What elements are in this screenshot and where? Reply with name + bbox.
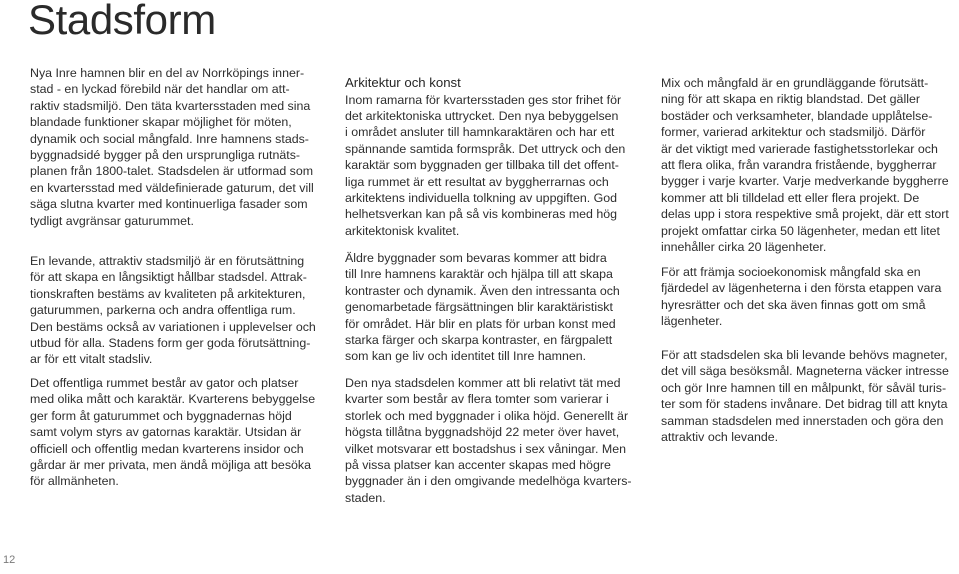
mix-diversity-paragraph: Mix och mångfald är en grundläggande förutsätt- ning för att skapa en riktig blandstad. Det gäller bostäder och verksamheter, blandade upplåtelse- former, varierad arkitektur och stadsmiljö. Därför är det viktigt med varierade fastighetsstorlekar och att flera olika, från varandra fristående, byggherrar bygger i varje kvarter. Varje medverkande byggherre kommer att bli tilldelad ett eller flera projekt. De delas upp i stora respektive små projekt, där ett stort projekt omfattar cirka 50 lägenheter, medan ett litet innehåller cirka 20 lägenheter. bbox=[661, 76, 949, 255]
section-heading-architecture-art: Arkitektur och konst bbox=[345, 75, 461, 90]
intro-paragraph: Nya Inre hamnen blir en del av Norrköpings inner- stad - en lyckad förebild när det handlar om att- raktiv stadsmiljö. Den täta kvartersstaden med sina blandade funktioner skapar möjlighet för möten, dynamik och social mångfald. Inre hamnens stads- byggnadsidé bygger på den ursprungliga rutnäts- planen från 1800-talet. Stadsdelen är utformad som en kvartersstad med väldefinierade gaturum, det vill säga slutna kvarter med kontinuerliga fasader som tydligt avgränsar gaturummet. bbox=[30, 66, 314, 228]
livability-paragraph: En levande, attraktiv stadsmiljö är en förutsättning för att skapa en långsiktigt hållbar stadsdel. Attrak- tionskraften bestäms av kvaliteten på arkitekturen, gaturummen, parkerna och andra offentliga rum. Den bestäms också av variationen i upplevelser och utbud för alla. Stadens form ger goda förutsättning- ar för ett vitalt stadsliv. bbox=[30, 254, 316, 367]
magnets-paragraph: För att stadsdelen ska bli levande behövs magneter, det vill säga besöksmål. Magneterna väcker intresse och gör Inre hamnen till en målpunkt, för såväl turis- ter som för stadens invånare. Det bidrag till att knyta samman stadsdelen med innerstaden och göra den attraktiv och levande. bbox=[661, 348, 949, 445]
public-space-paragraph: Det offentliga rummet består av gator och platser med olika mått och karaktär. Kvarterens bebyggelse ger form åt gaturummet och byggnadernas höjd samt volym styrs av gatornas karaktär. Utsidan är officiell och offentlig medan kvarterens insidor och gårdar är mer privata, men ändå möjliga att besöka för allmänheten. bbox=[30, 376, 316, 489]
building-height-paragraph: Den nya stadsdelen kommer att bli relativt tät med kvarter som består av flera tomter som varierar i storlek och med byggnader i olika höjd. Generellt är högsta tillåtna byggnadshöjd 22 meter över havet, vilket motsvarar ett bostadshus i sex våningar. Men på vissa platser kan accenter skapas med högre byggnader än i den omgivande medelhöga kvarters- staden. bbox=[345, 376, 632, 505]
older-buildings-paragraph: Äldre byggnader som bevaras kommer att bidra till Inre hamnens karaktär och hjälpa till att skapa kontraster och dynamik. Även den intressanta och genomarbetade färgsättningen blir karaktäristiskt för området. Här blir en plats för urban konst med starka färger och skarpa kontraster, en färgpalett som kan ge liv och identitet till Inre hamnen. bbox=[345, 251, 620, 364]
page-number: 12 bbox=[3, 554, 16, 566]
socioeconomic-diversity-paragraph: För att främja socioekonomisk mångfald ska en fjärdedel av lägenheterna i den första etappen vara hyresrätter och det ska även finnas gott om små lägenheter. bbox=[661, 265, 942, 329]
page-title: Stadsform bbox=[28, 0, 216, 43]
architecture-paragraph: Inom ramarna för kvartersstaden ges stor frihet för det arkitektoniska uttrycket. Den nya bebyggelsen i området ansluter till hamnkaraktären och har ett spännande samtida formspråk. Det uttryck och den karaktär som byggnaden ger tillbaka till det offent- liga rummet är ett resultat av byggherrarnas och arkitektens individuella tolkning av uppgiften. God helhetsverkan kan på så vis kombineras med hög arkitektonisk kvalitet. bbox=[345, 92, 626, 238]
